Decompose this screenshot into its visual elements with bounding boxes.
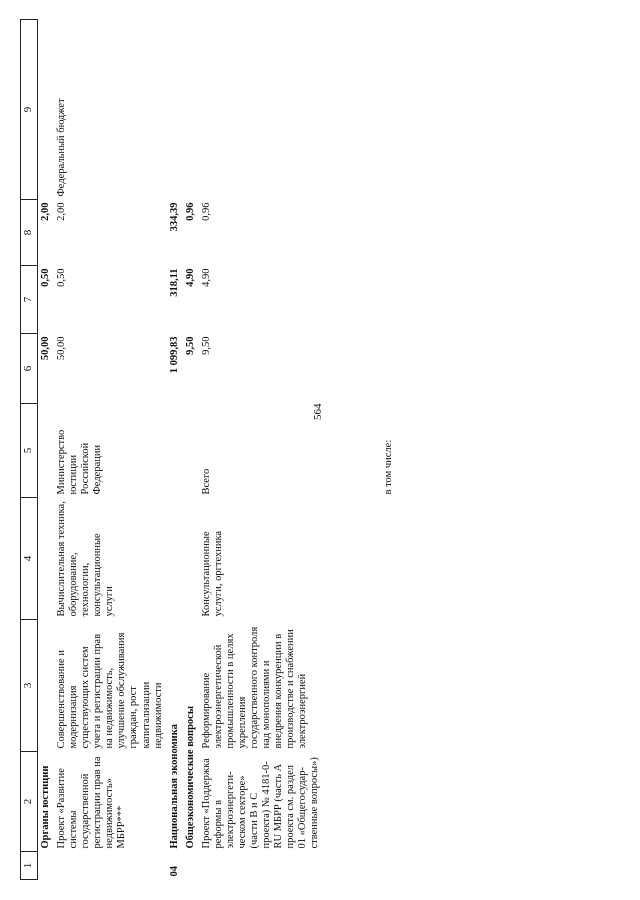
section-title: Общеэкономические вопросы	[184, 705, 196, 849]
rotated-table-sheet	[20, 20, 620, 880]
value-cell: 4,90	[200, 268, 212, 287]
value-cell: 0,50	[40, 268, 51, 287]
header-cell: 9	[21, 20, 38, 200]
value-cell: 9,50	[200, 336, 212, 355]
header-cell: 2	[21, 752, 38, 852]
total-label: Всего	[200, 468, 212, 495]
section-title: Органы юстиции	[40, 765, 51, 849]
including-label: в том числе:	[382, 439, 394, 495]
section-title: Национальная экономика	[168, 724, 180, 849]
economy-section-row	[167, 20, 183, 880]
project-name: Проект «Развитие системы государственной регистрации прав на недвижимость» МБРР***	[56, 756, 128, 849]
project-goal: Совершенствование и модернизация существующих систем учета и регистрации прав на недвижимость, улучшение обслуживания граждан, рост капитализации недвижимости	[56, 632, 164, 749]
value-cell: 50,00	[40, 336, 51, 361]
justice-section-row	[38, 20, 55, 880]
general-section-row	[183, 20, 199, 880]
budget-table	[20, 19, 397, 880]
page-number: 564	[312, 403, 324, 420]
project-items: Консультационные услуги, оргтехника	[200, 530, 224, 617]
header-cell: 7	[21, 266, 38, 334]
value-cell: 318,11	[168, 268, 180, 297]
value-cell: 9,50	[184, 336, 196, 355]
header-cell: 1	[21, 852, 38, 880]
header-cell: 3	[21, 620, 38, 752]
project-goal: Реформирование электроэнергетической промышленности в целях укрепления государственного контроля над монополиями и внедрения конкуренции в производстве и снабжении электроэнергией	[200, 626, 309, 749]
project-items: Вычислительная техника, оборудование, технологии, консультационные услуги	[56, 501, 116, 617]
registration-project-row	[54, 20, 167, 880]
value-cell: 50,00	[56, 336, 68, 361]
project-executor: Министерство юстиции Российской Федерации	[56, 429, 104, 495]
value-cell: 4,90	[184, 268, 196, 287]
value-cell: 1 099,83	[168, 336, 180, 374]
funding-source: Федеральный бюджет	[56, 98, 68, 197]
value-cell: 334,39	[168, 202, 180, 232]
header-row	[21, 20, 38, 880]
project-executor	[199, 404, 397, 498]
section-code: 04	[168, 866, 180, 877]
value-cell: 0,96	[200, 202, 212, 221]
value-cell: 0,50	[56, 268, 68, 287]
value-cell: 0,96	[184, 202, 196, 221]
header-cell: 4	[21, 498, 38, 620]
header-cell: 5	[21, 404, 38, 498]
header-cell: 6	[21, 334, 38, 404]
value-cell: 2,00	[56, 202, 68, 221]
energy-project-row	[199, 20, 397, 880]
project-name: Проект «Поддержка реформы в электроэнергети-ческом секторе» (части В и С проекта) № 4181-0-RU МБРР (часть А проекта см. раздел 01 «Общегосудар-ственные вопросы»)	[200, 757, 321, 849]
value-cell: 2,00	[40, 202, 51, 221]
header-cell: 8	[21, 200, 38, 266]
